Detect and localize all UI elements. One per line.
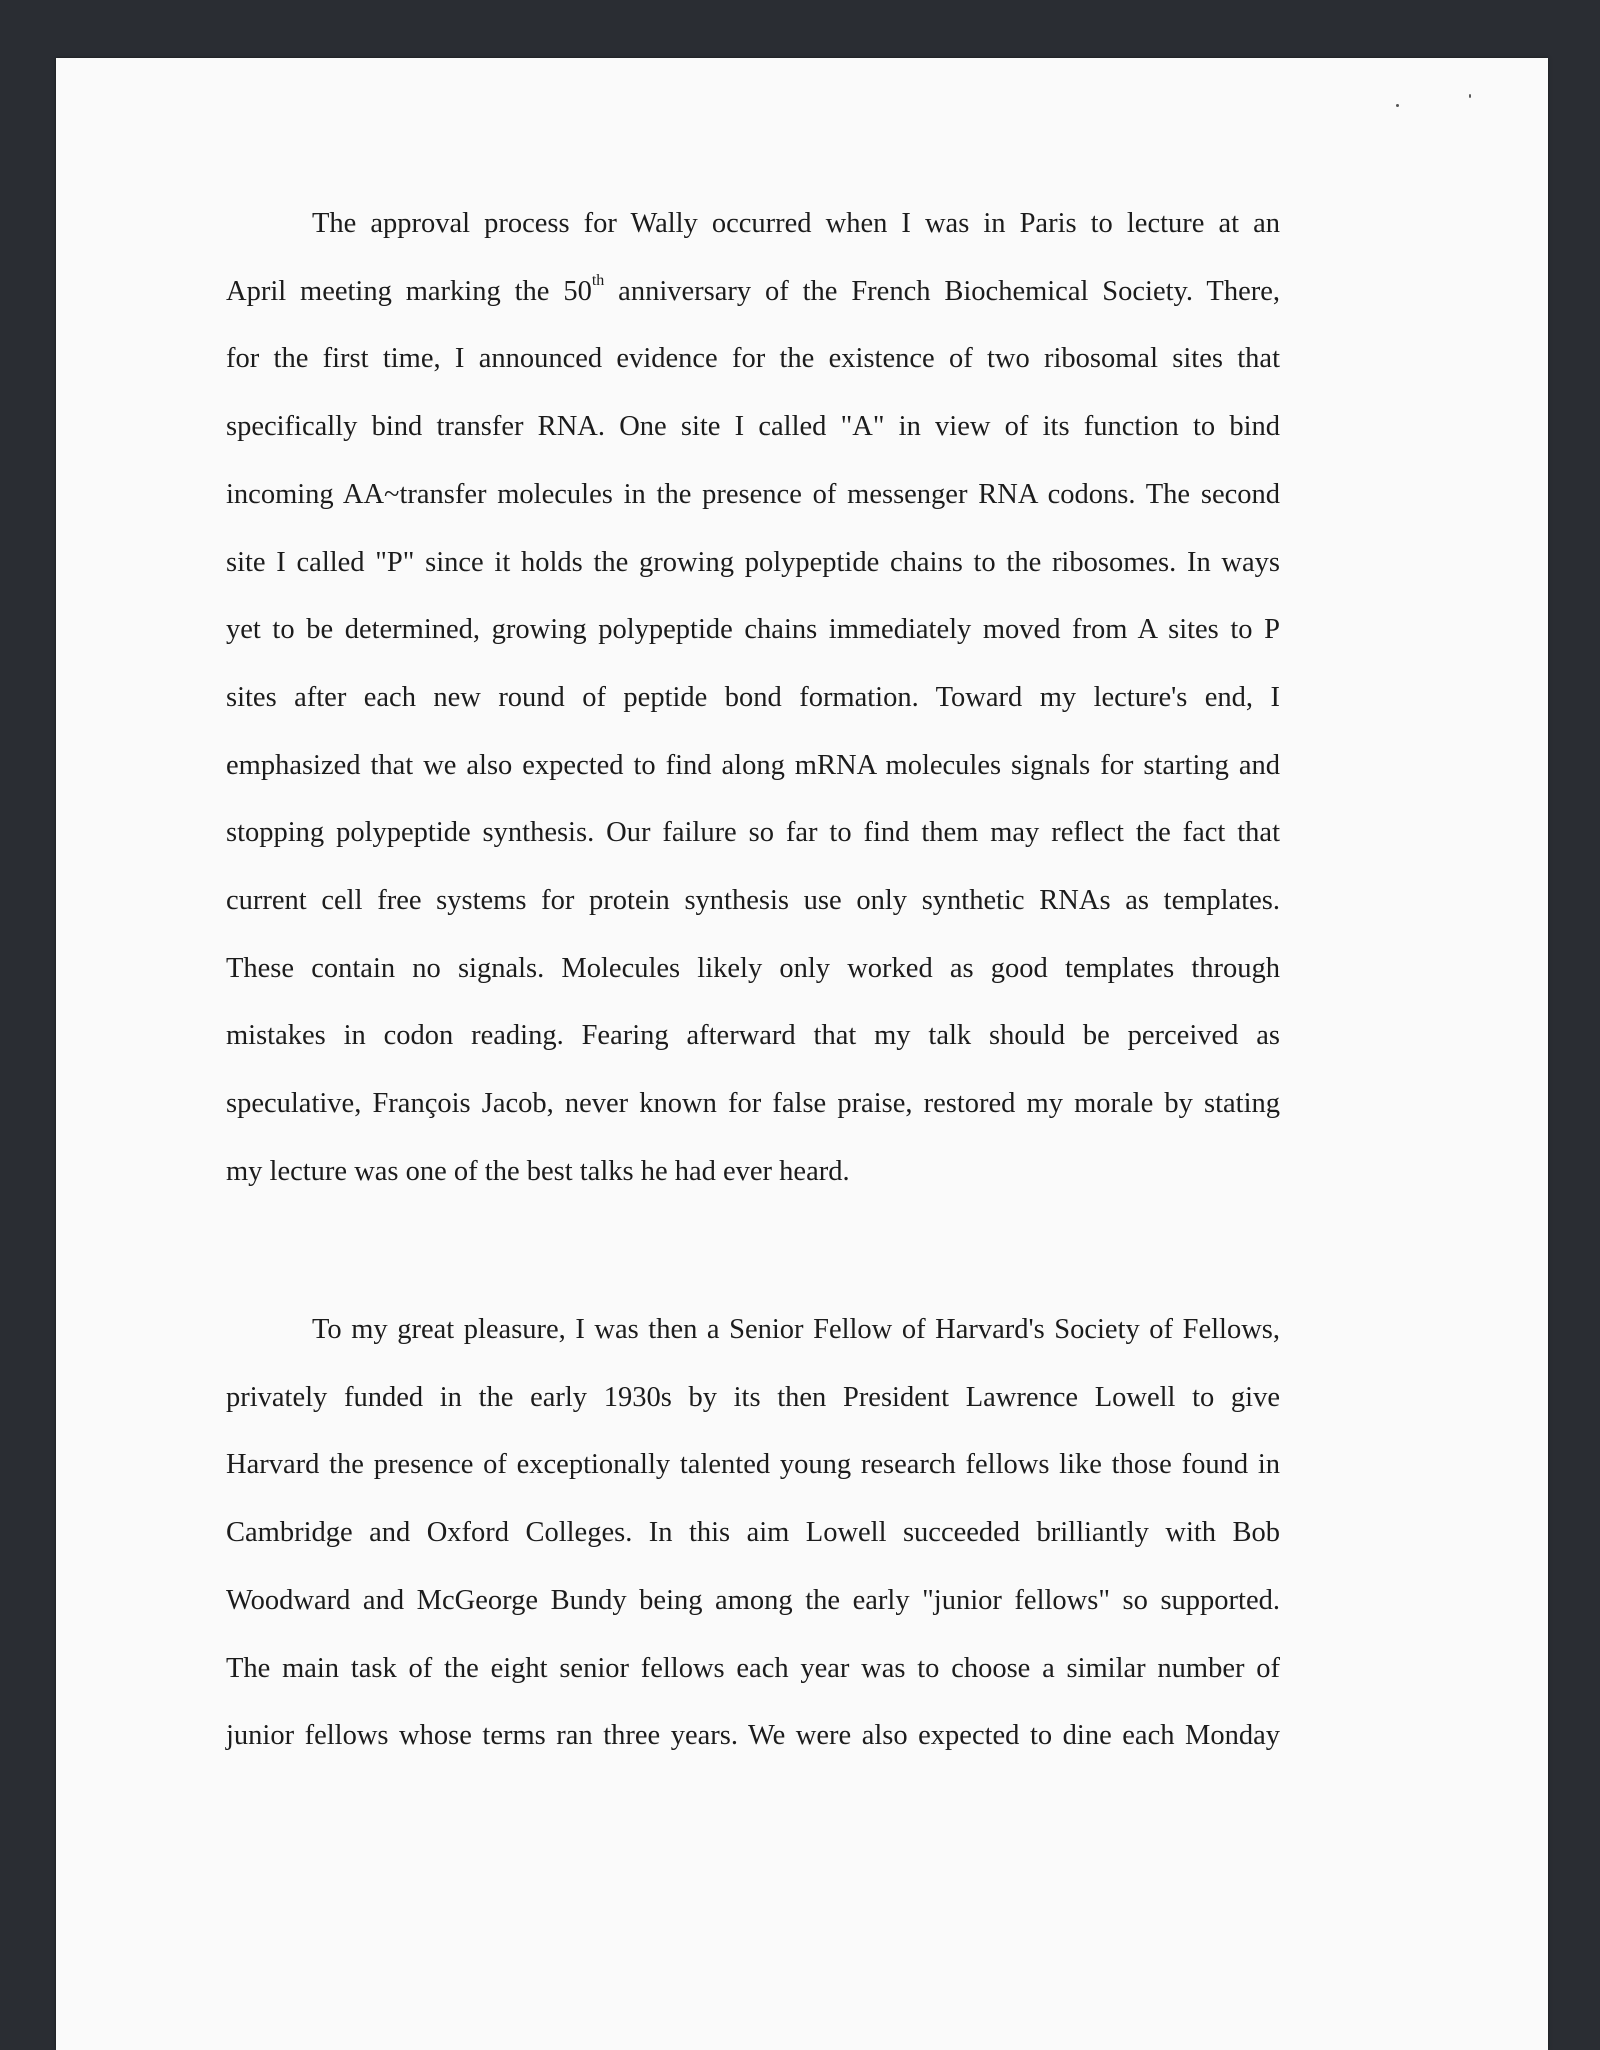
- text-line: specifically bind transfer RNA. One site I called "A" in view of its function to bind: [226, 411, 1280, 443]
- text-line: junior fellows whose terms ran three years. We were also expected to dine each Monday: [226, 1720, 1280, 1752]
- text-line: incoming AA~transfer molecules in the presence of messenger RNA codons. The second: [226, 478, 1280, 510]
- paragraph-2: [226, 1296, 1280, 1770]
- text-line: To my great pleasure, I was then a Senior Fellow of Harvard's Society of Fellows,: [312, 1314, 1280, 1345]
- text-line: current cell free systems for protein synthesis use only synthetic RNAs as templates.: [226, 885, 1280, 917]
- paragraph-1: [226, 190, 1280, 1206]
- text-line: stopping polypeptide synthesis. Our failure so far to find them may reflect the fact that: [226, 817, 1280, 849]
- text-line: sites after each new round of peptide bond formation. Toward my lecture's end, I: [226, 681, 1280, 713]
- text-line: site I called "P" since it holds the growing polypeptide chains to the ribosomes. In ways: [226, 546, 1280, 578]
- text-line: mistakes in codon reading. Fearing afterward that my talk should be perceived as: [226, 1020, 1280, 1052]
- text-line: The approval process for Wally occurred when I was in Paris to lecture at an: [312, 208, 1280, 239]
- paper-speck: [1469, 94, 1471, 98]
- text-line: Cambridge and Oxford Colleges. In this aim Lowell succeeded brilliantly with Bob: [226, 1517, 1280, 1549]
- text-line: yet to be determined, growing polypeptide chains immediately moved from A sites to P: [226, 614, 1280, 646]
- text-line: for the first time, I announced evidence for the existence of two ribosomal sites that: [226, 343, 1280, 375]
- text-line: privately funded in the early 1930s by its then President Lawrence Lowell to give: [226, 1381, 1280, 1413]
- text-line: emphasized that we also expected to find along mRNA molecules signals for starting and: [226, 749, 1280, 781]
- text-line: Harvard the presence of exceptionally talented young research fellows like those found in: [226, 1449, 1280, 1481]
- text-line: speculative, François Jacob, never known for false praise, restored my morale by stating: [226, 1088, 1280, 1120]
- text-line: April meeting marking the 50th anniversary of the French Biochemical Society. There,: [226, 272, 1280, 307]
- text-line: These contain no signals. Molecules likely only worked as good templates through: [226, 952, 1280, 984]
- paper-speck: [1396, 104, 1399, 107]
- text-line: Woodward and McGeorge Bundy being among the early "junior fellows" so supported.: [226, 1584, 1280, 1616]
- superscript: th: [591, 272, 605, 290]
- text-line: my lecture was one of the best talks he had ever heard.: [226, 1155, 850, 1187]
- text-line: The main task of the eight senior fellows each year was to choose a similar number of: [226, 1652, 1280, 1684]
